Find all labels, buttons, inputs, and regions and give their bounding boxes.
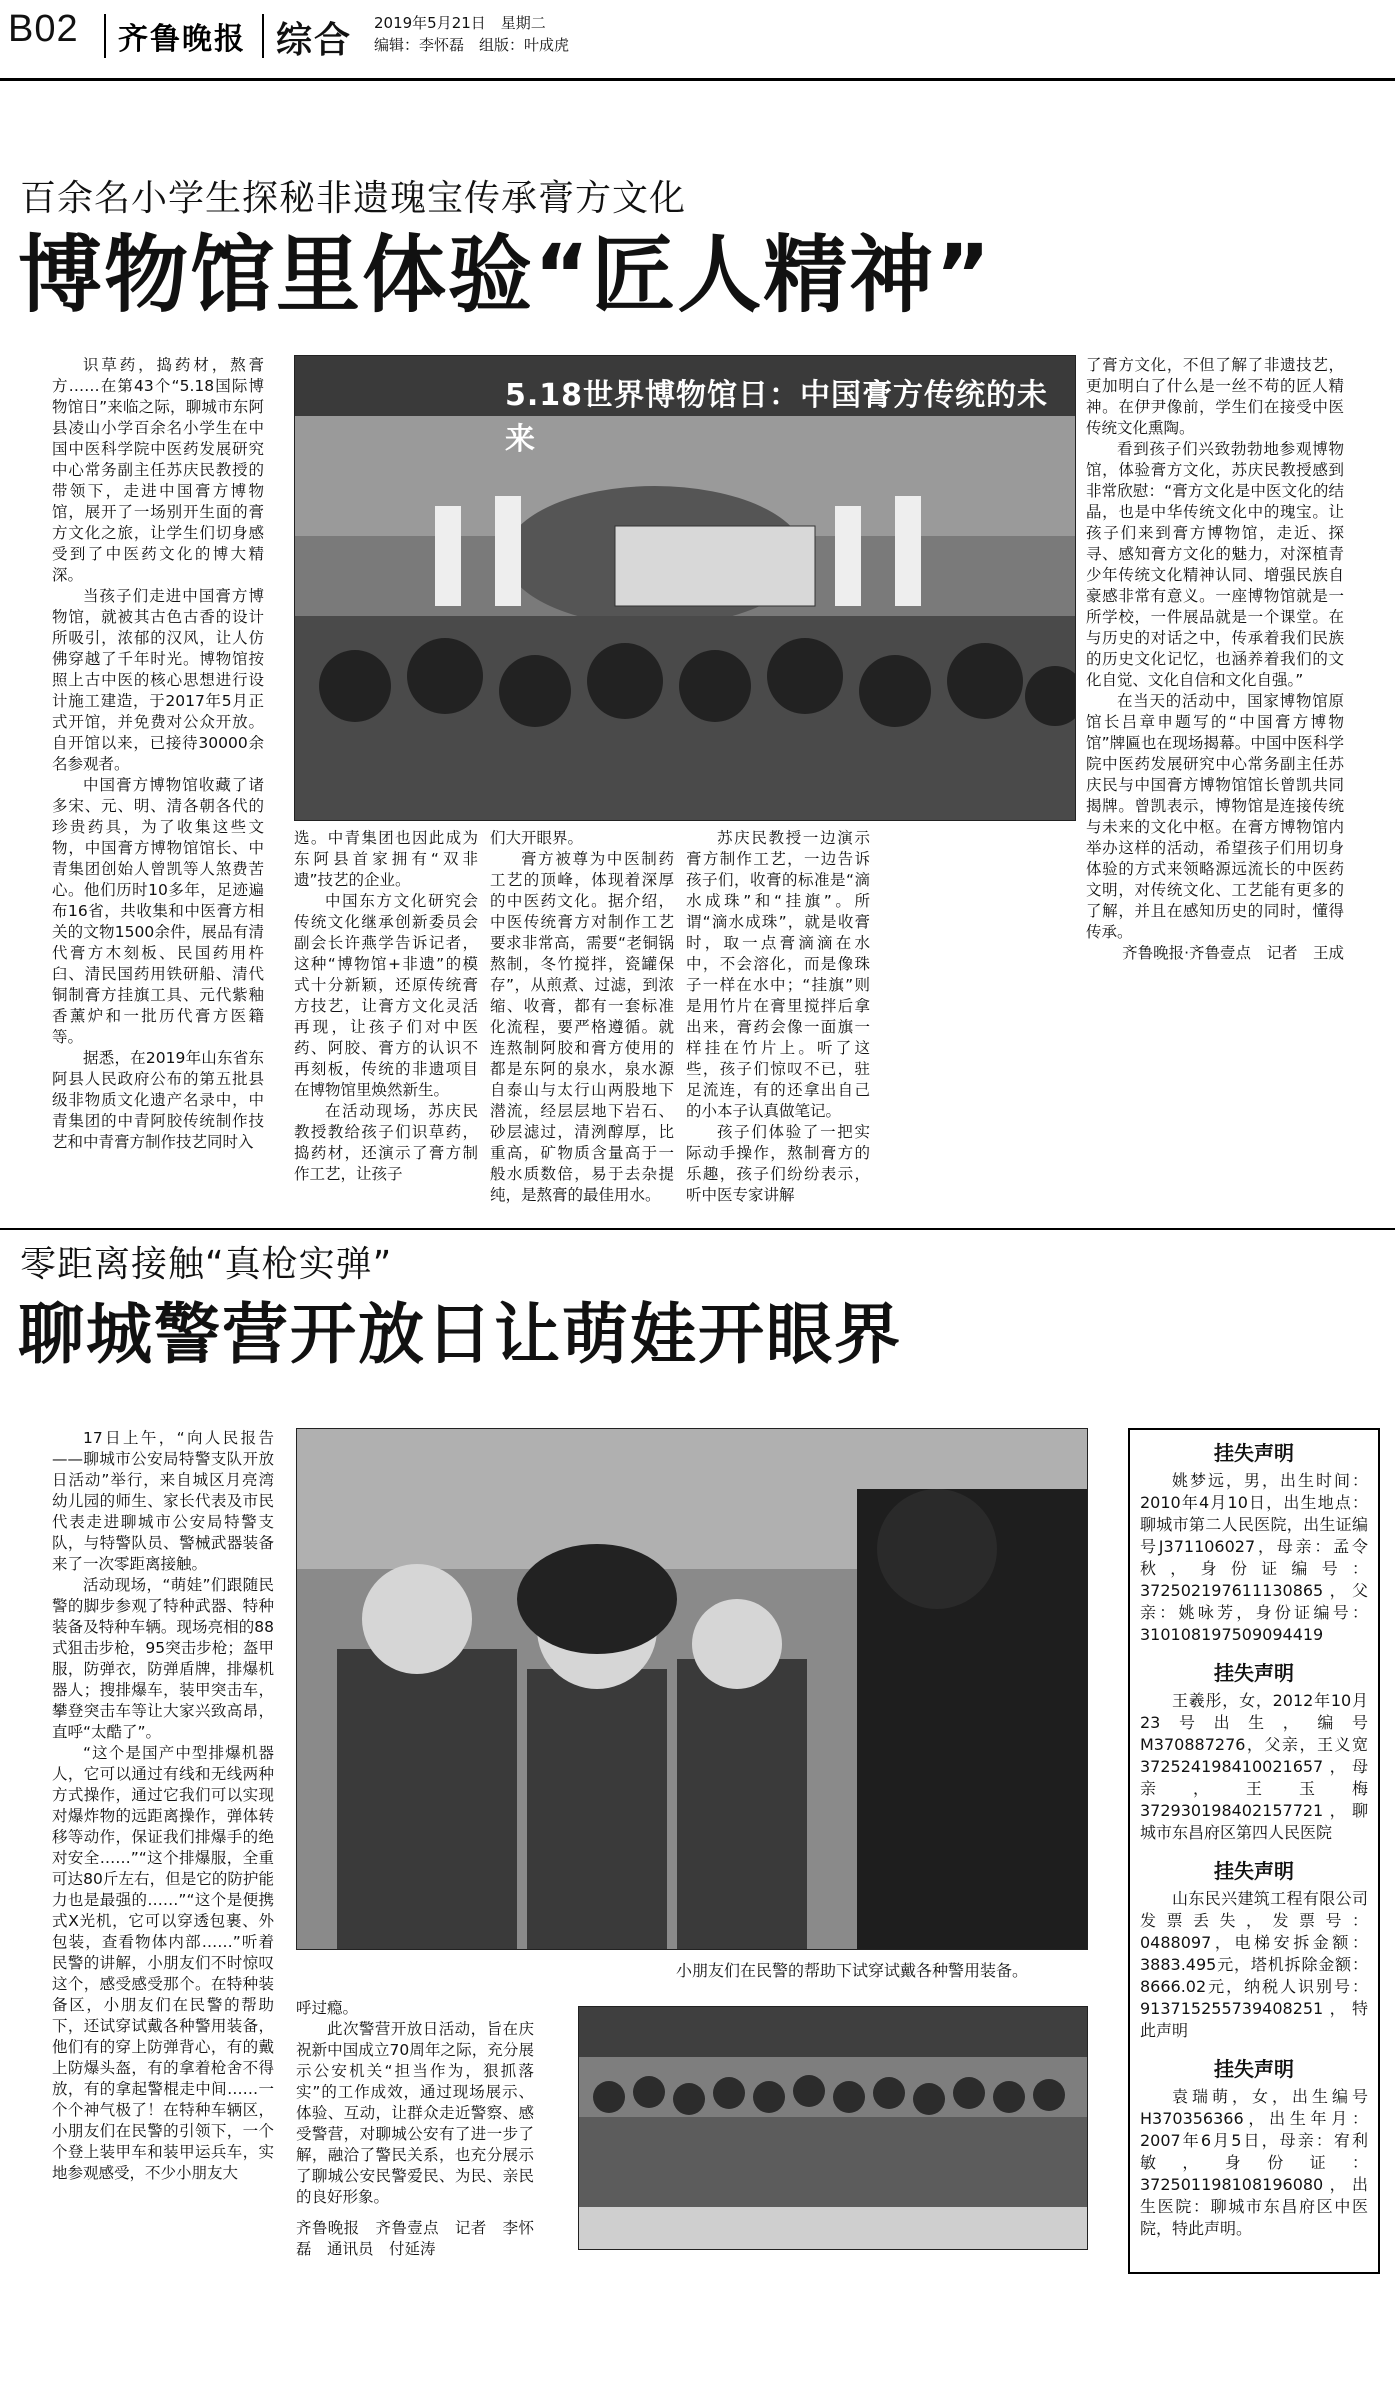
crowd-photo-image [579, 2007, 1087, 2249]
paragraph: 选。中青集团也因此成为东阿县首家拥有“双非遗”技艺的企业。 [294, 829, 478, 889]
paragraph: 们大开眼界。 [490, 829, 584, 847]
paragraph: 膏方被尊为中医制药工艺的顶峰，体现着深厚的中医药文化。据介绍，中医传统膏方对制作工艺要求非常高，需要“老铜锅熬制，冬竹搅拌，瓷罐保存”，从煎煮、过滤，到浓缩、收膏，都有一套标准化流程，要严格遵循。就连熬制阿胶和膏方使用的都是东阿的泉水，泉水源自泰山与太行山两股地下潜流，经层层地下岩石、砂层滤过，清洌醇厚，比重高，矿物质含量高于一般水质数倍，易于去杂提纯，是熬膏的最佳用水。 [490, 850, 674, 1204]
article1-column-1 [52, 355, 264, 1153]
notice-title: 挂失声明 [1214, 1441, 1294, 1465]
article1-column-2 [294, 828, 478, 1185]
paragraph: 在当天的活动中，国家博物馆原馆长吕章申题写的“中国膏方博物馆”牌匾也在现场揭幕。中国中医科学院中医药发展研究中心常务副主任苏庆民与中国膏方博物馆馆长曾凯共同揭牌。曾凯表示，博物馆是连接传统与未来的文化中枢。在膏方博物馆内举办这样的活动，希望孩子们用切身体验的方式来领略源远流长的中医药文明，对传统文化、工艺能有更多的了解，并且在感知历史的同时，懂得传承。 [1086, 692, 1344, 941]
divider [262, 14, 264, 58]
paragraph: 在活动现场，苏庆民教授教给孩子们识草药，捣药材，还演示了膏方制作工艺，让孩子 [294, 1102, 478, 1183]
byline: 齐鲁晚报·齐鲁壹点 记者 王成 [1122, 944, 1344, 962]
article2-title: 聊城警营开放日让萌娃开眼界 [18, 1296, 902, 1373]
article1-column-3 [490, 828, 674, 1206]
notice-body: 袁瑞萌，女，出生编号H370356366，出生年月：2007年6月5日，母亲：宥利敏，身份证：372501198108196080，出生医院：聊城市东昌府区中医院，特此声明。 [1140, 2087, 1368, 2238]
notice-1 [1130, 1430, 1378, 1650]
crowd-photo [578, 2006, 1088, 2250]
article1-column-4 [686, 828, 870, 1206]
issue-date: 2019年5月21日 星期二 [374, 14, 546, 32]
paragraph: 识草药，捣药材，熬膏方……在第43个“5.18国际博物馆日”来临之际，聊城市东阿县凌山小学百余名小学生在中国中医科学院中医药发展研究中心常务副主任苏庆民教授的带领下，走进中国膏方博物馆，展开了一场别开生面的膏方文化之旅，让学生们切身感受到了中医药文化的博大精深。 [52, 356, 264, 584]
notice-body: 山东民兴建筑工程有限公司发票丢失，发票号：0488097，电梯安拆金额：3883.495元，塔机拆除金额：8666.02元，纳税人识别号：91371525573940825​1，特此声明 [1140, 1889, 1368, 2040]
notice-body: 姚梦远，男，出生时间：2010年4月10日，出生地点：聊城市第二人民医院，出生证编号J371106027，母亲：孟令秋，身份证编号：372502197611130865，父亲：姚咏芳，身份证编号：310108197509094419 [1140, 1471, 1368, 1644]
article1-column-5 [1086, 355, 1344, 964]
paragraph: 呼过瘾。 [296, 1999, 359, 2017]
header-rule [0, 78, 1395, 81]
notices-box [1128, 1428, 1380, 2274]
article2-subtitle: 零距离接触“真枪实弹” [20, 1244, 393, 1285]
divider [104, 14, 106, 58]
article-separator [0, 1228, 1395, 1230]
section-name: 综合 [276, 20, 353, 61]
paragraph: 中国膏方博物馆收藏了诸多宋、元、明、清各朝各代的珍贵药具，为了收集这些文物，中国膏方博物馆馆长、中青集团创始人曾凯等人煞费苦心。他们历时10多年，足迹遍布16省，共收集和中医膏方相关的文物1500余件，展品有清代膏方木刻板、民国药用杵臼、清民国药用铁研船、清代铜制膏方挂旗工具、元代紫釉香薰炉和一批历代膏方医籍等。 [52, 776, 264, 1046]
paragraph: 活动现场，“萌娃”们跟随民警的脚步参观了特种武器、特种装备及特种车辆。现场亮相的88式狙击步枪，95突击步枪；盔甲服，防弹衣，防弹盾牌，排爆机器人；搜排爆车，装甲突击车，攀登突击车等让大家兴致高昂，直呼“太酷了”。 [52, 1576, 274, 1741]
paragraph: 看到孩子们兴致勃勃地参观博物馆，体验膏方文化，苏庆民教授感到非常欣慰：“膏方文化是中医文化的结晶，也是中华传统文化中的瑰宝。让孩子们来到膏方博物馆，走近、探寻、感知膏方文化的魅力，对深植青少年传统文化精神认同、增强民族自豪感非常有意义。一座博物馆就是一所学校，一件展品就是一个课堂。在与历史的对话之中，传承着我们民族的历史文化记忆，也涵养着我们的文化自觉、文化自信和文化自强。” [1086, 440, 1344, 689]
page-header [0, 0, 1395, 78]
page-number: B02 [8, 8, 79, 50]
byline: 齐鲁晚报 齐鲁壹点 记者 李怀磊 通讯员 付延涛 [296, 2219, 534, 2258]
police-photo-caption: 小朋友们在民警的帮助下试穿试戴各种警用装备。 [676, 1961, 1029, 1980]
notice-4 [1130, 2046, 1378, 2244]
paragraph: 当孩子们走进中国膏方博物馆，就被其古色古香的设计所吸引，浓郁的汉风，让人仿佛穿越了千年时光。博物馆按照上古中医的核心思想进行设计施工建造，于2017年5月正式开馆，并免费对公众开放。自开馆以来，已接待30000余名参观者。 [52, 587, 264, 773]
article1-title: 博物馆里体验“匠人精神” [18, 226, 993, 324]
paragraph: 此次警营开放日活动，旨在庆祝新中国成立70周年之际，充分展示公安机关“担当作为，狠抓落实”的工作成效，通过现场展示、体验、互动，让群众走近警察、感受警营，对聊城公安有了进一步了解，融洽了警民关系，也充分展示了聊城公安民警爱民、为民、亲民的良好形象。 [296, 2020, 534, 2206]
paragraph: 17日上午，“向人民报告——聊城市公安局特警支队开放日活动”举行，来自城区月亮湾幼儿园的师生、家长代表及市民代表走进聊城市公安局特警支队，与特警队员、警械武器装备来了一次零距离接触。 [52, 1429, 274, 1573]
paragraph: 了膏方文化，不但了解了非遗技艺，更加明白了什么是一丝不苟的匠人精神。在伊尹像前，学生们在接受中医传统文化熏陶。 [1086, 356, 1344, 437]
museum-photo [294, 355, 1076, 821]
notice-body: 王羲彤，女，2012年10月23号出生，编号M370887276，父亲，王义宽372524198410021657，母亲，王玉梅372930198402157721，聊城市东昌府区第四人民医院 [1140, 1691, 1368, 1842]
notice-title: 挂失声明 [1214, 2057, 1294, 2081]
paragraph: 孩子们体验了一把实际动手操作，熬制膏方的乐趣，孩子们纷纷表示，听中医专家讲解 [686, 1123, 870, 1204]
paragraph: “这个是国产中型排爆机器人，它可以通过有线和无线两种方式操作，通过它我们可以实现对爆炸物的远距离操作，弹体转移等动作，保证我们排爆手的绝对安全……”“这个排爆服，全重可达80斤左右，但是它的防护能力也是最强的……”“这个是便携式X光机，它可以穿透包裹、外包装，查看物体内部……”听着民警的讲解，小朋友们不时惊叹这个，感受感受那个。在特种装备区，小朋友们在民警的帮助下，还试穿试戴各种警用装备，他们有的穿上防弹背心，有的戴上防爆头盔，有的拿着枪舍不得放，有的拿起警棍走中间……一个个神气极了！在特种车辆区，小朋友们在民警的引领下，一个个登上装甲车和装甲运兵车，实地参观感受，不少小朋友大 [52, 1744, 274, 2182]
notice-title: 挂失声明 [1214, 1859, 1294, 1883]
police-photo-image [297, 1429, 1087, 1949]
newspaper-name: 齐鲁晚报 [118, 22, 246, 57]
article1-subtitle: 百余名小学生探秘非遗瑰宝传承膏方文化 [20, 178, 687, 219]
article2-column-1 [52, 1428, 274, 2184]
notice-2 [1130, 1650, 1378, 1848]
notice-3 [1130, 1848, 1378, 2046]
paragraph: 据悉，在2019年山东省东阿县人民政府公布的第五批县级非物质文化遗产名录中，中青集团的中青阿胶传统制作技艺和中青膏方制作技艺同时入 [52, 1049, 264, 1151]
paragraph: 苏庆民教授一边演示膏方制作工艺，一边告诉孩子们，收膏的标准是“滴水成珠”和“挂旗”。所谓“滴水成珠”，就是收膏时，取一点膏滴滴在水中，不会溶化，而是像珠子一样在水中；“挂旗”则是用竹片在膏里搅拌后拿出来，膏药会像一面旗一样挂在竹片上。听了这些，孩子们惊叹不已，驻足流连，有的还拿出自己的小本子认真做笔记。 [686, 829, 870, 1120]
photo-banner-text: 5.18世界博物馆日：中国膏方传统的未来 [505, 378, 1049, 457]
notice-title: 挂失声明 [1214, 1661, 1294, 1685]
police-photo [296, 1428, 1088, 1950]
article2-column-2 [296, 1998, 534, 2260]
editor-credit: 编辑：李怀磊 组版：叶成虎 [374, 36, 570, 54]
paragraph: 中国东方文化研究会传统文化继承创新委员会副会长许燕学告诉记者，这种“博物馆+非遗”的模式十分新颖，还原传统膏方技艺，让膏方文化灵活再现，让孩子们对中医药、阿胶、膏方的认识不再刻板，传统的非遗项目在博物馆里焕然新生。 [294, 892, 478, 1099]
